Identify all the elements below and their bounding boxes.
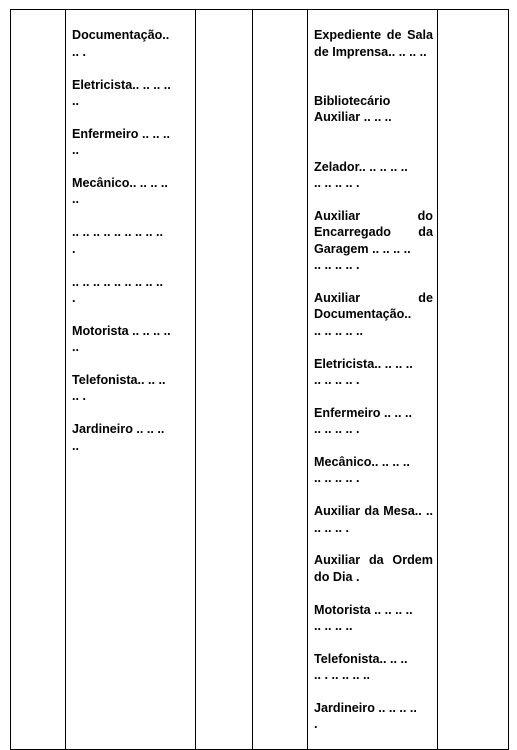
right-list xyxy=(308,10,437,749)
list-item: Telefonista.. .. .. .. . .. .. .. .. xyxy=(314,651,408,683)
right-list-cell xyxy=(308,10,438,750)
document-table xyxy=(10,9,509,750)
left-list-cell xyxy=(66,10,196,750)
list-item: Eletricista.. .. .. .. .. xyxy=(72,77,171,109)
list-item: Mecânico.. .. .. .. .. xyxy=(72,176,168,207)
empty-cell-left-2 xyxy=(196,10,253,750)
list-item: Auxiliar do Encarregado da Garagem .. .. .. .. .. .. .. .. . xyxy=(314,208,433,273)
list-item: Mecânico.. .. .. .. .. .. .. .. . xyxy=(314,454,410,486)
list-item: Enfermeiro .. .. .. .. xyxy=(72,126,170,158)
list-item: .. .. .. .. .. .. .. .. .. . xyxy=(72,225,163,256)
list-item: Motorista .. .. .. .. .. xyxy=(72,323,171,355)
list-item: Zelador.. .. .. .. .. .. .. .. .. . xyxy=(314,159,408,191)
list-item: Jardineiro .. .. .. .. xyxy=(72,422,165,453)
list-item: Telefonista.. .. .. .. . xyxy=(72,372,166,404)
list-item: Jardineiro .. .. .. .. . xyxy=(314,701,417,732)
list-item: Bibliotecário Auxiliar .. .. .. xyxy=(314,94,392,125)
list-item: Motorista .. .. .. .. .. .. .. .. xyxy=(314,602,413,633)
list-item: Auxiliar da Mesa.. .. .. .. .. . xyxy=(314,504,433,535)
left-list xyxy=(66,10,195,470)
list-item: Eletricista.. .. .. .. .. .. .. .. . xyxy=(314,356,413,387)
list-item: Auxiliar da Ordem do Dia . xyxy=(314,553,433,584)
list-item: Expediente de Sala de Imprensa.. .. .. .. xyxy=(314,28,433,59)
list-item: Enfermeiro .. .. .. .. .. .. .. . xyxy=(314,405,412,437)
empty-cell-right-2 xyxy=(438,10,509,750)
list-item: .. .. .. .. .. .. .. .. .. . xyxy=(72,274,163,305)
list-item: Documentação.. .. . xyxy=(72,28,170,59)
empty-cell-right-1 xyxy=(253,10,308,750)
table-row xyxy=(11,10,509,750)
empty-cell-left-1 xyxy=(11,10,66,750)
list-item: Auxiliar de Documentação.. .. .. .. .. .. xyxy=(314,290,433,338)
